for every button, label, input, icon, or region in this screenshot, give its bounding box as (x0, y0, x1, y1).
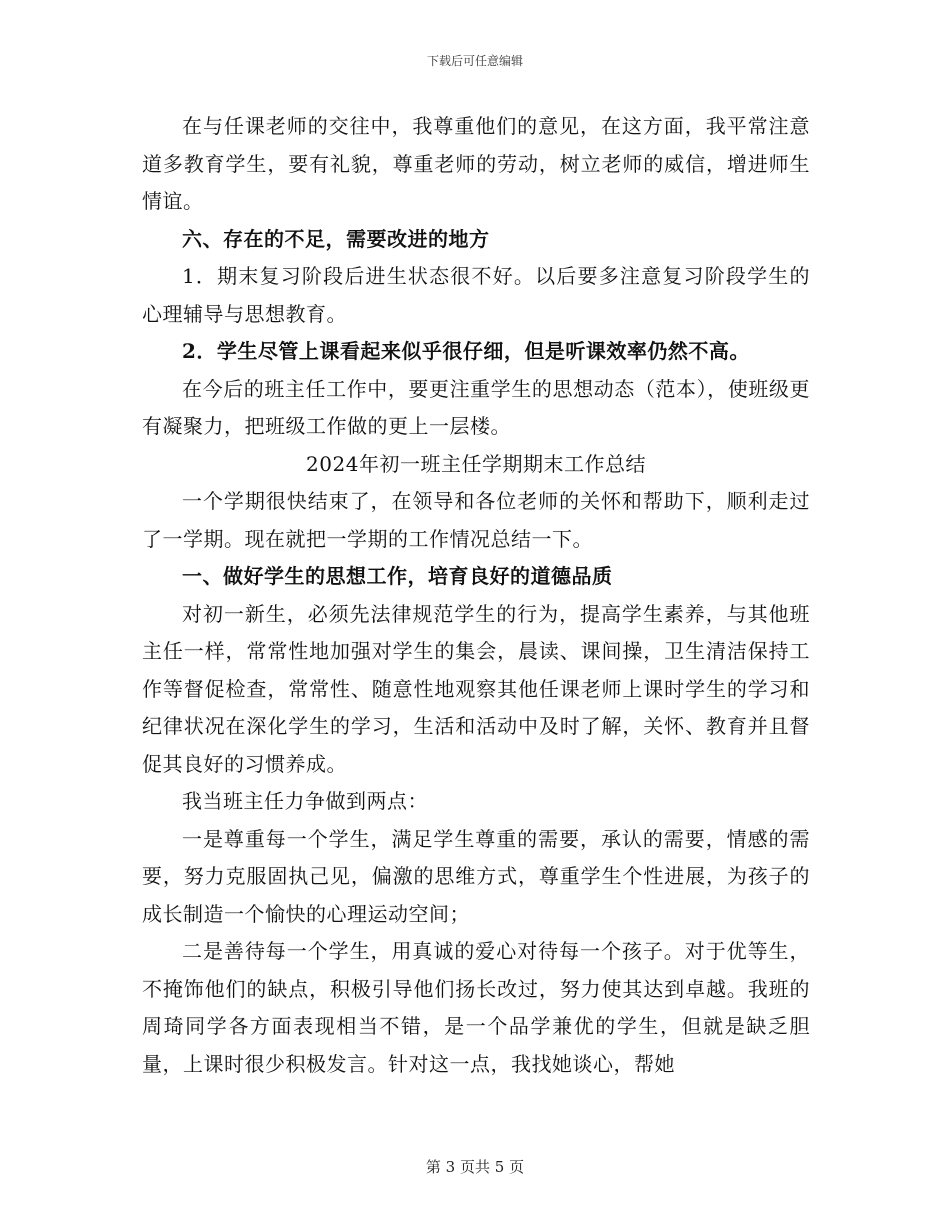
page-number: 第 3 页共 5 页 (425, 1158, 525, 1176)
paragraph-intro: 一个学期很快结束了，在领导和各位老师的关怀和帮助下，顺利走过了一学期。现在就把一学期的工作情况总结一下。 (142, 489, 810, 551)
paragraph-point-two: 二是善待每一个学生，用真诚的爱心对待每一个孩子。对于优等生，不掩饰他们的缺点，积极引导他们扬长改过，努力使其达到卓越。我班的周琦同学各方面表现相当不错，是一个品学兼优的学生，但就是缺乏胆量，上课时很少积极发言。针对这一点，我找她谈心，帮她 (142, 939, 810, 1076)
paragraph-future-work: 在今后的班主任工作中，要更注重学生的思想动态（范本），使班级更有凝聚力，把班级工作做的更上一层楼。 (142, 376, 810, 438)
paragraph-shortcoming-1: 1．期末复习阶段后进生状态很不好。以后要多注意复习阶段学生的心理辅导与思想教育。 (142, 264, 810, 326)
section-heading-shortcomings: 六、存在的不足，需要改进的地方 (182, 226, 490, 251)
section-heading-moral-education: 一、做好学生的思想工作，培育良好的道德品质 (182, 564, 613, 588)
paragraph-point-one: 一是尊重每一个学生，满足学生尊重的需要，承认的需要，情感的需要，努力克服固执己见，偏激的思维方式，尊重学生个性进展，为孩子的成长制造一个愉快的心理运动空间； (142, 826, 810, 926)
paragraph-regulate-behavior: 对初一新生，必须先法律规范学生的行为，提高学生素养，与其他班主任一样，常常性地加强对学生的集会，晨读、课间操，卫生清洁保持工作等督促检查，常常性、随意性地观察其他任课老师上课时学生的学习和纪律状况在深化学生的学习，生活和活动中及时了解，关怀、教育并且督促其良好的习惯养成。 (142, 601, 810, 776)
paragraph-shortcoming-2: 2．学生尽管上课看起来似乎很仔细，但是听课效率仍然不高。 (182, 339, 750, 363)
paragraph-teacher-relations: 在与任课老师的交往中，我尊重他们的意见，在这方面，我平常注意道多教育学生，要有礼貌，尊重老师的劳动，树立老师的威信，增进师生情谊。 (142, 114, 810, 213)
paragraph-two-points: 我当班主任力争做到两点： (182, 789, 428, 813)
document-body (142, 108, 810, 1083)
document-title: 2024年初一班主任学期期末工作总结 (306, 451, 646, 476)
page-header: 下载后可任意编辑 (426, 54, 523, 68)
